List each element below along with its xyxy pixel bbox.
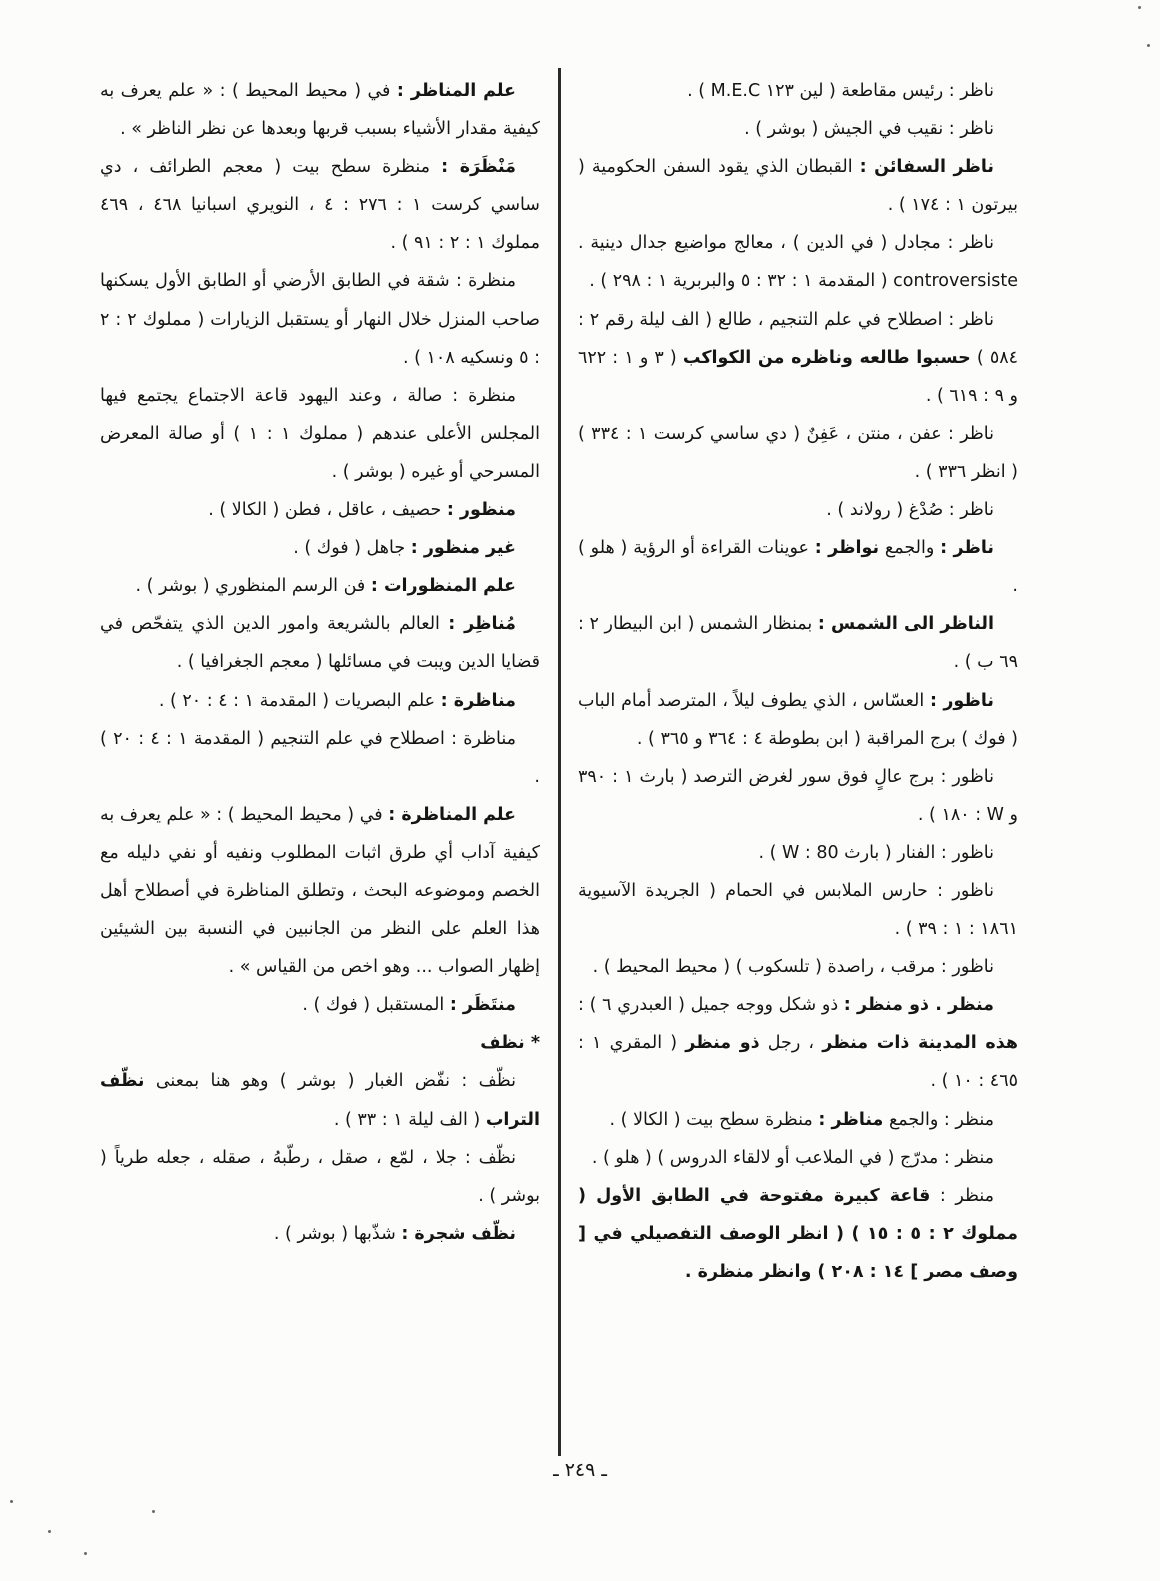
entry-headword: حسبوا طالعه وناظره من الكواكب [682, 347, 971, 368]
dictionary-entry [100, 605, 540, 681]
entry-text: ناظور : الفنار ( بارث W : 80 ) . [758, 842, 994, 863]
entry-text: مناظرة : اصطلاح في علم التنجيم ( المقدمة ١ : ٤ : ٢٠ ) . [100, 728, 540, 787]
dictionary-entry [578, 948, 1018, 986]
entry-headword: نواظر : [814, 538, 880, 559]
column-divider [558, 68, 561, 1456]
dictionary-entry [100, 1139, 540, 1215]
dictionary-entry [578, 872, 1018, 948]
entry-text: منظرة : شقة في الطابق الأرضي أو الطابق الأول يسكنها صاحب المنزل خلال النهار أو يستقبل الزيارات ( مملوك ٢ : ٢ : ٥ ونسكيه ١٠٨ ) . [100, 271, 540, 368]
entry-headword: مناظرة : [440, 690, 516, 711]
dictionary-entry [578, 491, 1018, 529]
dictionary-entry [578, 758, 1018, 834]
scan-speck [1147, 44, 1150, 47]
entry-text: ناظر : صُدْغ ( رولاند ) . [826, 500, 994, 521]
entry-headword: قاعة كبيرة مفتوحة في الطابق الأول ( مملوك ٢ : ٥ : ١٥ ) ( انظر الوصف التفصيلي في [ وصف مصر ] ١٤ : ٢٠٨ ) وانظر منظرة . [578, 1185, 1018, 1282]
dictionary-entry [578, 605, 1018, 681]
entry-text: ذو شكل ووجه جميل ( العبدري ٦ ) : [578, 995, 844, 1016]
dictionary-entry [100, 682, 540, 720]
scan-speck [10, 1500, 13, 1503]
entry-headword: علم المناظر : [396, 81, 516, 101]
dictionary-entry [100, 720, 540, 796]
entry-text: نظّف : نفّض الغبار ( بوشر ) وهو هنا بمعنى [144, 1071, 516, 1092]
entry-text: منظر : والجمع [883, 1109, 994, 1130]
dictionary-entry [100, 796, 540, 986]
entry-text: ( ٣ و ١ : ٦٢٢ و ٩ : ٦١٩ ) . [578, 347, 1018, 406]
entry-headword: غير منظور : [410, 538, 516, 559]
dictionary-entry [578, 834, 1018, 872]
dictionary-entry [100, 148, 540, 262]
entry-headword: نظّف شجرة : [401, 1223, 516, 1244]
scan-speck [152, 1510, 155, 1513]
entry-headword: علم المنظورات : [370, 576, 516, 597]
entry-text: علم البصريات ( المقدمة ١ : ٤ : ٢٠ ) . [158, 690, 441, 711]
entry-text: العسّاس ، الذي يطوف ليلاً ، المترصد أمام الباب ( فوك ) برج المراقبة ( ابن بطوطة ٤ : ٣٦٤ و ٣٦٥ ) . [578, 690, 1018, 749]
scan-speck [1138, 6, 1141, 9]
entry-headword: ناظر السفائن : [859, 157, 994, 178]
dictionary-entry [578, 1101, 1018, 1139]
dictionary-entry [100, 377, 540, 491]
entry-headword: نظّف التراب [100, 1071, 540, 1130]
entry-text: ناظر : مجادل ( في الدين ) ، معالج مواضيع جدال دينية . controversiste ( المقدمة ١ : ٣٢ : ٥ والبربرية ١ : ٢٩٨ ) . [578, 233, 1018, 292]
entry-text: منظرة سطح بيت ( الكالا ) . [609, 1109, 819, 1130]
dictionary-entry [578, 1177, 1018, 1291]
entry-text: ناظر : رئيس مقاطعة ( لين ١٢٣ M.E.C ) . [687, 81, 994, 101]
entry-text: حصيف ، عاقل ، فطن ( الكالا ) . [208, 500, 447, 521]
left-column [100, 72, 540, 1253]
entry-headword: ناظور : [930, 690, 995, 711]
entry-text: العالم بالشريعة وامور الدين الذي يتفحّص في قضايا الدين ويبت في مسائلها ( معجم الجغرافيا ) . [100, 614, 540, 673]
entry-text: ناظور : برج عالٍ فوق سور لغرض الترصد ( بارث ١ : ٣٩٠ و W : ١٨٠ ) . [578, 766, 1018, 825]
dictionary-entry [100, 986, 540, 1024]
dictionary-entry [578, 986, 1018, 1100]
entry-headword: منظور : [446, 500, 516, 521]
entry-text: بمنظار الشمس ( ابن البيطار ٢ : ٦٩ ب ) . [578, 614, 1018, 673]
dictionary-entry [578, 224, 1018, 300]
entry-headword: ناظر : [940, 538, 994, 559]
entry-text: ناظور : مرقب ، راصدة ( تلسكوب ) ( محيط المحيط ) . [592, 957, 994, 978]
dictionary-entry [578, 72, 1018, 110]
entry-text: المستقبل ( فوك ) . [302, 995, 450, 1016]
entry-text: جاهل ( فوك ) . [293, 538, 411, 559]
dictionary-entry [100, 1062, 540, 1138]
entry-text: ناظر : عفن ، منتن ، عَفِنٌ ( دي ساسي كرست ١ : ٣٣٤ ) ( انظر ٣٣٦ ) . [578, 423, 1018, 482]
entry-text: القبطان الذي يقود السفن الحكومية ( بيرتون ١ : ١٧٤ ) . [578, 157, 1018, 216]
entry-headword: مَنْظَرَة : [441, 157, 517, 178]
entry-text: منظرة سطح بيت ( معجم الطرائف ، دي ساسي كرست ١ : ٢٧٦ : ٤ ، النويري اسبانيا ٤٦٨ ، ٤٦٩ مملوك ١ : ٢ : ٩١ ) . [100, 157, 540, 254]
entry-text: فن الرسم المنظوري ( بوشر ) . [135, 576, 371, 597]
entry-headword: منظر . ذو منظر : [843, 995, 994, 1016]
entry-text: ، رجل [759, 1033, 823, 1054]
entry-text: ناظور : حارس الملابس في الحمام ( الجريدة الآسيوية ١٨٦١ : ١ : ٣٩ ) . [578, 880, 1018, 940]
entry-headword: مناظر : [818, 1109, 884, 1130]
dictionary-entry [100, 72, 540, 148]
dictionary-entry [100, 1215, 540, 1253]
dictionary-entry [578, 148, 1018, 224]
dictionary-entry [100, 529, 540, 567]
entry-text: منظر : [930, 1185, 995, 1206]
entry-text: ناظر : نقيب في الجيش ( بوشر ) . [744, 119, 994, 140]
scan-speck [48, 1530, 51, 1533]
entry-text: في ( محيط المحيط ) : « علم يعرف به كيفية آداب أي طرق اثبات المطلوب ونفيه أو نفي دليله مع الخصم وموضوعه البحث ، وتطلق المناظرة في أصطلاح أهل هذا العلم على النظر من الجانبين في النسبة بين الشيئين إظهار الصواب ... وهو اخص من القياس » . [100, 804, 540, 978]
entry-headword: مُناظِر : [448, 614, 517, 635]
entry-text: شذّبها ( بوشر ) . [273, 1223, 402, 1244]
entry-text: في ( محيط المحيط ) : « علم يعرف به كيفية مقدار الأشياء بسبب قربها وبعدها عن نظر الناظر » . [100, 81, 540, 140]
dictionary-entry [100, 567, 540, 605]
dictionary-entry [100, 491, 540, 529]
page-number: ـ ٢٤٩ ـ [553, 1459, 607, 1481]
entry-headword: ذو منظر [685, 1033, 760, 1054]
entry-headword: علم المناظرة : [388, 804, 516, 825]
root-heading [100, 1024, 540, 1062]
entry-text: منظرة : صالة ، وعند اليهود قاعة الاجتماع يجتمع فيها المجلس الأعلى عندهم ( مملوك ١ : ١ ) أو صالة المعرض المسرحي أو غيره ( بوشر ) . [100, 385, 540, 482]
entry-headword: هذه المدينة ذات منظر [822, 1033, 1018, 1054]
entry-headword: منتَظَر : [449, 995, 516, 1016]
right-column [578, 72, 1018, 1291]
scan-speck [84, 1552, 87, 1555]
entry-text: ناظر : اصطلاح في علم التنجيم ، طالع ( الف ليلة رقم ٢ : ٥٨٤ ) [578, 309, 1019, 368]
dictionary-entry [578, 110, 1018, 148]
entry-text: عوينات القراءة أو الرؤية ( هلو ) . [578, 538, 1018, 597]
dictionary-entry [100, 262, 540, 376]
entry-text: نظّف : جلا ، لمّع ، صقل ، رطّبهُ ، صقله ، جعله طرياً ( بوشر ) . [100, 1147, 540, 1206]
dictionary-entry [578, 415, 1018, 491]
dictionary-entry [578, 301, 1018, 415]
entry-text: منظر : مدرّج ( في الملاعب أو لالقاء الدروس ) ( هلو ) . [591, 1147, 994, 1168]
entry-text: والجمع [879, 538, 941, 559]
entry-headword: * نظف [480, 1033, 540, 1054]
dictionary-entry [578, 1139, 1018, 1177]
dictionary-entry [578, 682, 1018, 758]
entry-text: ( المقري ١ : ٤٦٥ : ١٠ ) . [578, 1033, 1018, 1092]
entry-text: ( الف ليلة ١ : ٣٣ ) . [333, 1109, 486, 1130]
entry-headword: الناظر الى الشمس : [817, 614, 994, 635]
dictionary-entry [578, 529, 1018, 605]
